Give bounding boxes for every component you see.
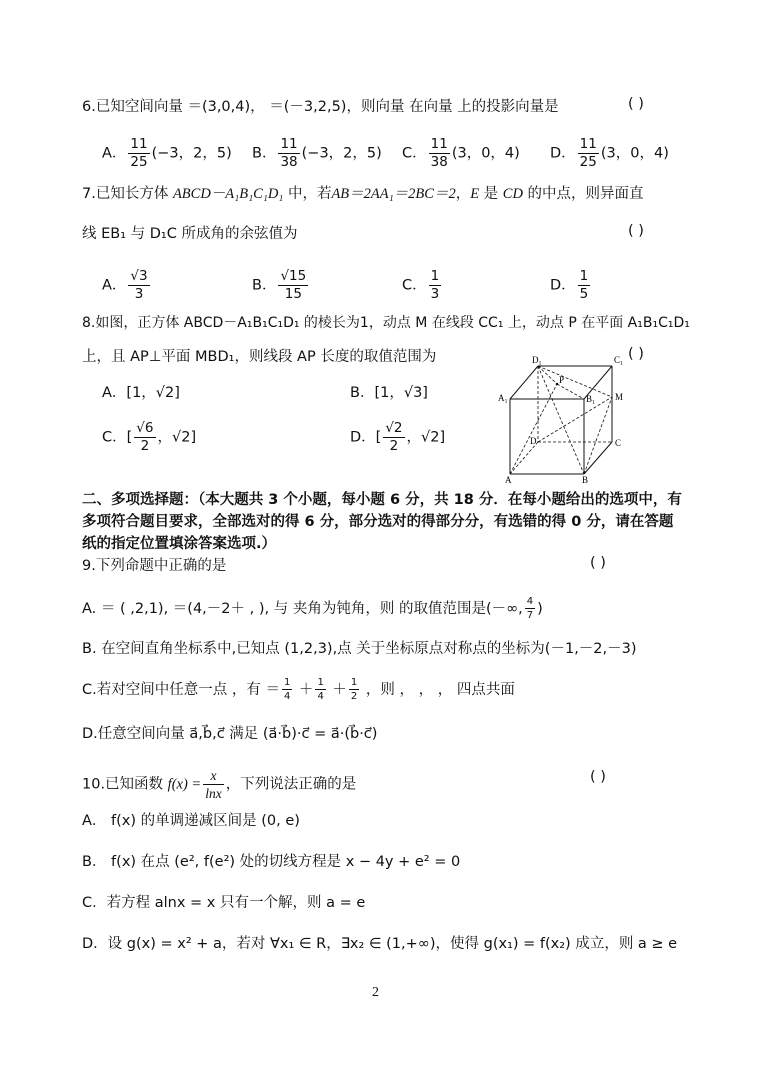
q7-stem-line2: 线 EB₁ 与 D₁C 所成角的余弦值为 bbox=[82, 226, 298, 242]
fraction: $\frac{11}{25}$ bbox=[130, 136, 148, 170]
q10-stem: 10.已知函数 f(x) = $\frac{x}{\ln x}$ ，下列说法正确的是 bbox=[82, 768, 357, 801]
q7-stem: 7.已知长方体 ABCD－A₁B₁C₁D₁ 中，若AB＝2AA₁＝2BC＝2，E 是 CD 的中点，则异面直 bbox=[82, 186, 644, 202]
q7-answer-paren[interactable]: ( ) bbox=[628, 223, 644, 239]
line-d1p bbox=[538, 366, 557, 384]
label-c: C bbox=[615, 438, 622, 448]
q7-option-b[interactable] bbox=[252, 270, 310, 301]
edge-d1a1 bbox=[510, 366, 538, 399]
fraction: $\frac{11}{38}$ bbox=[430, 136, 448, 170]
section2-instructions: 二、多项选择题：（本大题共 3 个小题，每小题 6 分，共 18 分．在每小题给出的选项中，有多项符合题目要求，全部选对的得 6 分，部分选对的得部分分，有选错的得 0 分，请在答题纸的指定位置填涂答案选项.） bbox=[82, 492, 682, 552]
option-label: B． bbox=[252, 277, 277, 294]
label-b: B bbox=[582, 475, 589, 485]
q7-option-d[interactable] bbox=[550, 270, 592, 301]
line-dm bbox=[538, 397, 612, 442]
edge-bc bbox=[584, 442, 612, 474]
label-d1: D₁ bbox=[532, 355, 542, 365]
q6-option-c[interactable] bbox=[402, 138, 520, 169]
q6-option-a[interactable] bbox=[102, 138, 232, 169]
line-d1m bbox=[538, 366, 612, 397]
q8-cube-figure bbox=[495, 352, 645, 487]
fraction: $\frac{√15}{15}$ bbox=[280, 268, 307, 302]
q9-option-b[interactable]: B. 在空间直角坐标系中,已知点 (1,2,3),点 关于坐标原点对称点的坐标为(－1,－2,－3) bbox=[82, 641, 637, 657]
q9-stem: 9.下列命题中正确的是 bbox=[82, 558, 227, 574]
fraction: $\frac{1}{4}$ bbox=[283, 677, 291, 702]
q9-answer-paren[interactable]: ( ) bbox=[590, 555, 606, 571]
q6-option-b[interactable] bbox=[252, 138, 382, 169]
q10-option-d[interactable]: D．设 g(x) = x² + a，若对 ∀x₁ ∈ R，∃x₂ ∈ (1,+∞)，使得 g(x₁) = f(x₂) 成立，则 a ≥ e bbox=[82, 936, 678, 952]
q7-option-c[interactable] bbox=[402, 270, 443, 301]
fraction: $\frac{√6}{2}$ bbox=[136, 420, 154, 454]
label-a1: A₁ bbox=[498, 393, 508, 403]
option-label: C． bbox=[402, 145, 427, 162]
option-label: D． bbox=[550, 145, 576, 162]
q10-answer-paren[interactable]: ( ) bbox=[590, 769, 606, 785]
q8-option-d[interactable]: D．[ $\frac{√2}{2}$ ，√2] bbox=[350, 420, 446, 454]
label-m: M bbox=[615, 392, 624, 402]
line-bm bbox=[584, 397, 612, 474]
fraction: $\frac{√3}{3}$ bbox=[130, 268, 148, 302]
option-vector: (−3，2，5) bbox=[301, 145, 382, 162]
q9-option-d[interactable]: D.任意空间向量 a⃗,b⃗,c⃗ 满足 (a⃗·b⃗)·c⃗ = a⃗·(b⃗·c⃗) bbox=[82, 726, 378, 742]
page-number: 2 bbox=[372, 985, 379, 1000]
q8-stem-line2: 上，且 AP⊥平面 MBD₁，则线段 AP 长度的取值范围为 bbox=[82, 349, 437, 365]
option-label: D． bbox=[550, 277, 576, 294]
line-ap bbox=[510, 384, 557, 474]
option-label: C． bbox=[402, 277, 427, 294]
option-label: A． bbox=[102, 277, 127, 294]
fraction: $\frac{1}{3}$ bbox=[430, 268, 440, 302]
fraction: $\frac{11}{25}$ bbox=[579, 136, 597, 170]
option-vector: (3，0，4) bbox=[600, 145, 669, 162]
fraction: $\frac{11}{38}$ bbox=[280, 136, 298, 170]
label-d: D bbox=[530, 436, 537, 446]
fraction: $\frac{4}{7}$ bbox=[526, 596, 534, 621]
fraction: $\frac{√2}{2}$ bbox=[385, 420, 403, 454]
option-label: B． bbox=[252, 145, 277, 162]
label-c1: C₁ bbox=[614, 355, 624, 365]
point-p bbox=[556, 383, 559, 386]
option-vector: (−3，2，5) bbox=[151, 145, 232, 162]
option-label: A． bbox=[102, 145, 127, 162]
q10-option-c[interactable]: C．若方程 alnx = x 只有一个解，则 a = e bbox=[82, 895, 366, 911]
q6-answer-paren[interactable]: ( ) bbox=[628, 96, 644, 112]
q7-option-a[interactable] bbox=[102, 270, 152, 301]
q6-stem: 6.已知空间向量 ＝(3,0,4)， ＝(－3,2,5)，则向量 在向量 上的投影向量是 bbox=[82, 99, 559, 115]
label-b1: B₁ bbox=[586, 394, 596, 404]
line-pb1 bbox=[557, 384, 584, 399]
fraction: $\frac{x}{\ln x}$ bbox=[205, 768, 222, 801]
q8-option-b[interactable]: B．[1，√3] bbox=[350, 385, 428, 401]
q8-option-a[interactable]: A．[1，√2] bbox=[102, 385, 180, 401]
label-a: A bbox=[505, 475, 512, 485]
fraction: $\frac{1}{4}$ bbox=[317, 677, 324, 702]
q10-option-a[interactable]: A． f(x) 的单调递减区间是 (0, e) bbox=[82, 813, 300, 829]
q8-option-c[interactable]: C．[ $\frac{√6}{2}$ ，√2] bbox=[102, 420, 197, 454]
q8-answer-paren[interactable]: ( ) bbox=[628, 346, 644, 362]
label-p: P bbox=[559, 375, 565, 385]
q9-option-a[interactable]: A. ＝ ( ,2,1), ＝(4,－2＋ , ), 与 夹角为钝角，则 的取值范围是(－∞, $\frac{4}{7}$ ) bbox=[82, 596, 543, 621]
fraction: $\frac{1}{2}$ bbox=[350, 677, 358, 702]
q6-option-d[interactable] bbox=[550, 138, 669, 169]
q8-stem: 8.如图，正方体 ABCD－A₁B₁C₁D₁ 的棱长为1，动点 M 在线段 CC₁ 上，动点 P 在平面 A₁B₁C₁D₁ bbox=[82, 315, 690, 331]
option-vector: (3，0，4) bbox=[451, 145, 520, 162]
q10-option-b[interactable]: B． f(x) 在点 (e², f(e²) 处的切线方程是 x − 4y + e² = 0 bbox=[82, 854, 461, 870]
fraction: $\frac{1}{5}$ bbox=[579, 268, 589, 302]
q9-option-c[interactable]: C.若对空间中任意一点 ，有 ＝ $\frac{1}{4}$ ＋ $\frac{1}{4}$ ＋ $\frac{1}{2}$ ，则 ， ， ， 四点共面 bbox=[82, 677, 515, 702]
